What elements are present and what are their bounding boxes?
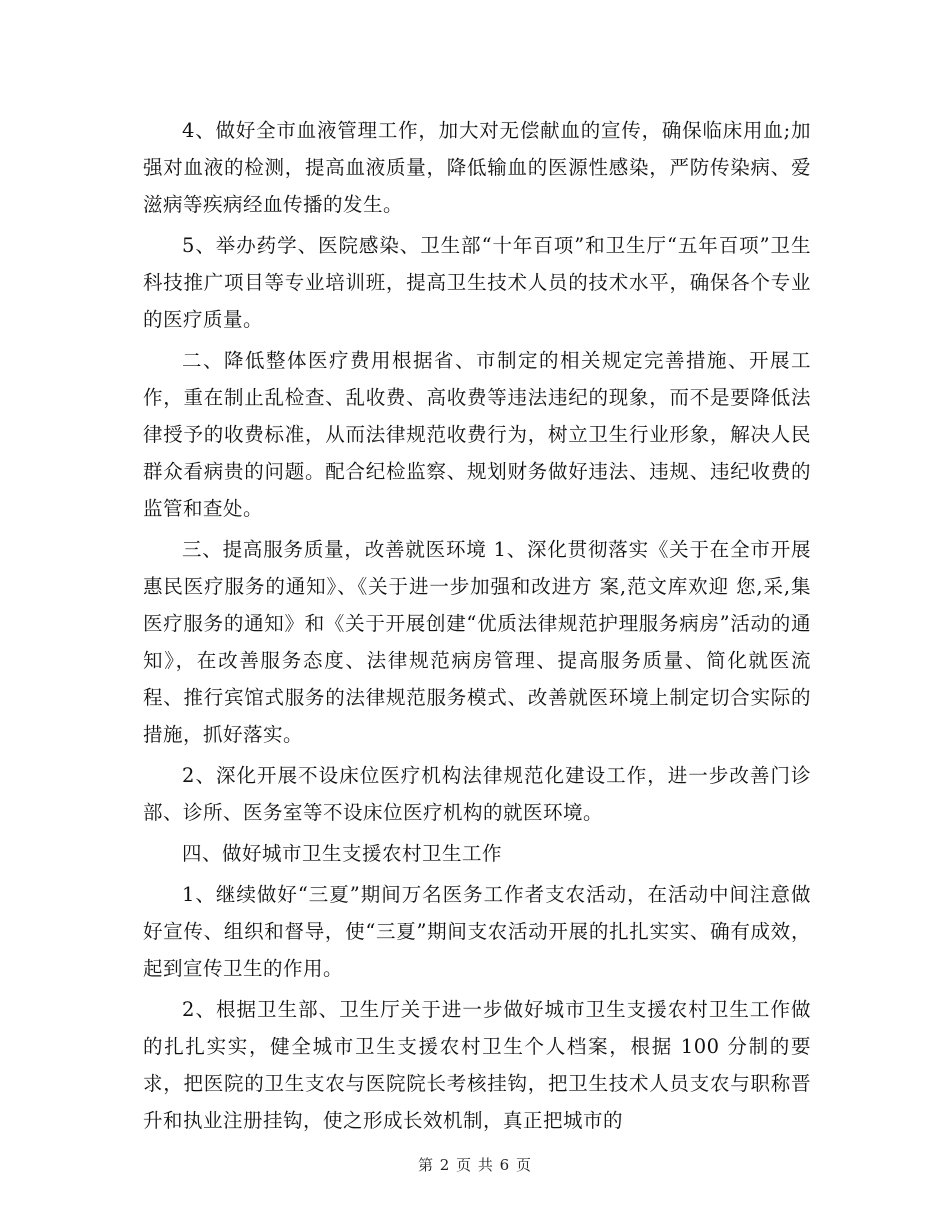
section-heading-rural-support: 四、做好城市卫生支援农村卫生工作 [182, 842, 503, 865]
page-footer: 第 2 页 共 6 页 [418, 1156, 532, 1174]
paragraph-reduce-medical-costs: 二、降低整体医疗费用根据省、市制定的相关规定完善措施、开展工作，重在制止乱检查、乱收费、高收费等违法违纪的现象，而不是要降低法律授予的收费标准，从而法律规范收费行为，树立卫生行业形象，解决人民群众看病贵的问题。配合纪检监察、规划财务做好违法、违规、违纪收费的监管和查处。 [143, 349, 811, 520]
paragraph-improve-service-quality: 三、提高服务质量，改善就医环境 1、深化贯彻落实《关于在全市开展惠民医疗服务的通知》、《关于进一步加强和改进方 案,范文库欢迎 您,采,集医疗服务的通知》和《关于开展创建“优质法律规范护理服务病房”活动的通知》，在改善服务态度、法律规范病房管理、提高服务质量、简化就医流程、推行宾馆式服务的法律规范服务模式、改善就医环境上制定切合实际的措施，抓好落实。 [143, 538, 811, 746]
paragraph-summer-rural-activity: 1、继续做好“三夏”期间万名医务工作者支农活动，在活动中间注意做好宣传、组织和督导，使“三夏”期间支农活动开展的扎扎实实、确有成效，起到宣传卫生的作用。 [143, 883, 811, 980]
paragraph-rural-support-archive: 2、根据卫生部、卫生厅关于进一步做好城市卫生支援农村卫生工作做的扎扎实实，健全城市卫生支援农村卫生个人档案，根据 100 分制的要求，把医院的卫生支农与医院院长考核挂钩，把卫生技术人员支农与职称晋升和执业注册挂钩，使之形成长效机制，真正把城市的 [143, 998, 811, 1132]
body-text [143, 112, 811, 1139]
paragraph-blood-management: 4、做好全市血液管理工作，加大对无偿献血的宣传，确保临床用血;加强对血液的检测，提高血液质量，降低输血的医源性感染，严防传染病、爱滋病等疾病经血传播的发生。 [143, 119, 811, 216]
paragraph-training-programs: 5、举办药学、医院感染、卫生部“十年百项”和卫生厅“五年百项”卫生科技推广项目等专业培训班，提高卫生技术人员的技术水平，确保各个专业的医疗质量。 [143, 234, 811, 331]
paragraph-clinic-standardization: 2、深化开展不设床位医疗机构法律规范化建设工作，进一步改善门诊部、诊所、医务室等不设床位医疗机构的就医环境。 [143, 764, 811, 824]
